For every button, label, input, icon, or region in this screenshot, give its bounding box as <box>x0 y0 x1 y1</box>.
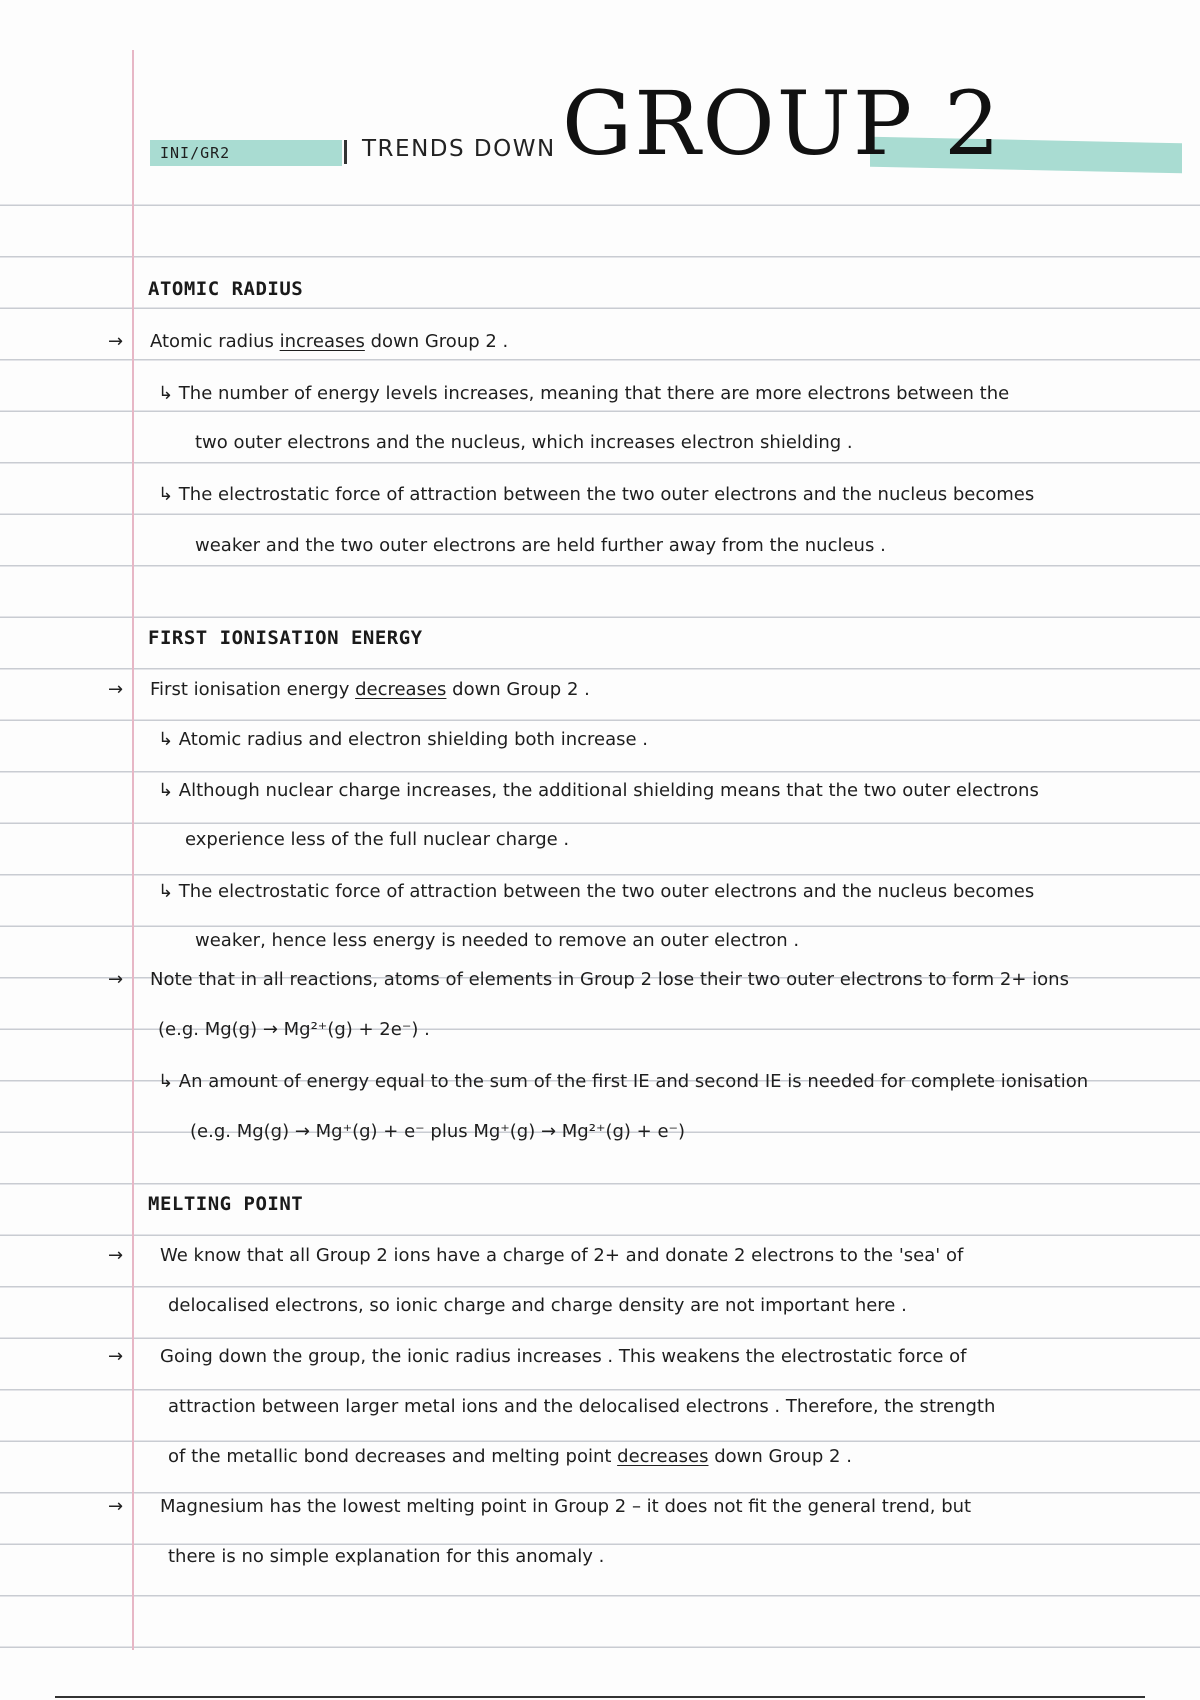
melting-point-line-2: delocalised electrons, so ionic charge and charge density are not important here . <box>168 1295 907 1316</box>
melting-point-line-5: of the metallic bond decreases and melting point decreases down Group 2 . <box>168 1446 852 1467</box>
bullet-arrow: → <box>108 1245 124 1266</box>
heading-atomic-radius: ATOMIC RADIUS <box>148 278 304 300</box>
bullet-arrow: → <box>108 679 124 700</box>
atomic-radius-reason-1-line-2: two outer electrons and the nucleus, which increases electron shielding . <box>195 432 853 453</box>
header-divider <box>344 140 347 164</box>
atomic-radius-reason-2-line-1: ↳ The electrostatic force of attraction between the two outer electrons and the nucleus becomes <box>158 484 1035 505</box>
page-title: GROUP 2 <box>562 72 1003 175</box>
margin-line <box>132 50 134 1650</box>
bullet-arrow: → <box>108 1346 124 1367</box>
melting-point-line-1: We know that all Group 2 ions have a charge of 2+ and donate 2 electrons to the 'sea' of <box>160 1245 964 1266</box>
heading-first-ionisation-energy: FIRST IONISATION ENERGY <box>148 627 423 649</box>
melting-point-line-3: Going down the group, the ionic radius increases . This weakens the electrostatic force of <box>160 1346 967 1367</box>
ionisation-reason-2-line-1: ↳ Although nuclear charge increases, the additional shielding means that the two outer electrons <box>158 780 1039 801</box>
melting-point-line-7: there is no simple explanation for this anomaly . <box>168 1546 605 1567</box>
bullet-arrow: → <box>108 969 124 990</box>
title-prefix: TRENDS DOWN <box>362 136 556 162</box>
ionisation-reason-3-line-1: ↳ The electrostatic force of attraction between the two outer electrons and the nucleus becomes <box>158 881 1035 902</box>
bullet-arrow: → <box>108 331 124 352</box>
ionisation-energy-sum-note: ↳ An amount of energy equal to the sum of the first IE and second IE is needed for complete ionisation <box>158 1071 1089 1092</box>
atomic-radius-reason-2-line-2: weaker and the two outer electrons are held further away from the nucleus . <box>195 535 886 556</box>
heading-melting-point: MELTING POINT <box>148 1193 304 1215</box>
melting-point-line-4: attraction between larger metal ions and the delocalised electrons . Therefore, the strength <box>168 1396 996 1417</box>
atomic-radius-reason-1-line-1: ↳ The number of energy levels increases, meaning that there are more electrons between the <box>158 383 1010 404</box>
ionisation-reason-3-line-2: weaker, hence less energy is needed to remove an outer electron . <box>195 930 800 951</box>
topic-code-tag: INI/GR2 <box>150 140 342 166</box>
bullet-arrow: → <box>108 1496 124 1517</box>
ionisation-reason-2-line-2: experience less of the full nuclear charge . <box>185 829 570 850</box>
melting-point-line-6: Magnesium has the lowest melting point in Group 2 – it does not fit the general trend, but <box>160 1496 972 1517</box>
ionisation-equation-2: (e.g. Mg(g) → Mg⁺(g) + e⁻ plus Mg⁺(g) → Mg²⁺(g) + e⁻) <box>190 1121 686 1142</box>
ionisation-trend: First ionisation energy decreases down Group 2 . <box>150 679 590 700</box>
page-bottom-area <box>0 1652 1200 1700</box>
ionisation-note: Note that in all reactions, atoms of elements in Group 2 lose their two outer electrons to form 2+ ions <box>150 969 1069 990</box>
atomic-radius-trend: Atomic radius increases down Group 2 . <box>150 331 509 352</box>
ionisation-reason-1: ↳ Atomic radius and electron shielding both increase . <box>158 729 649 750</box>
ionisation-equation-1: (e.g. Mg(g) → Mg²⁺(g) + 2e⁻) . <box>158 1019 430 1040</box>
